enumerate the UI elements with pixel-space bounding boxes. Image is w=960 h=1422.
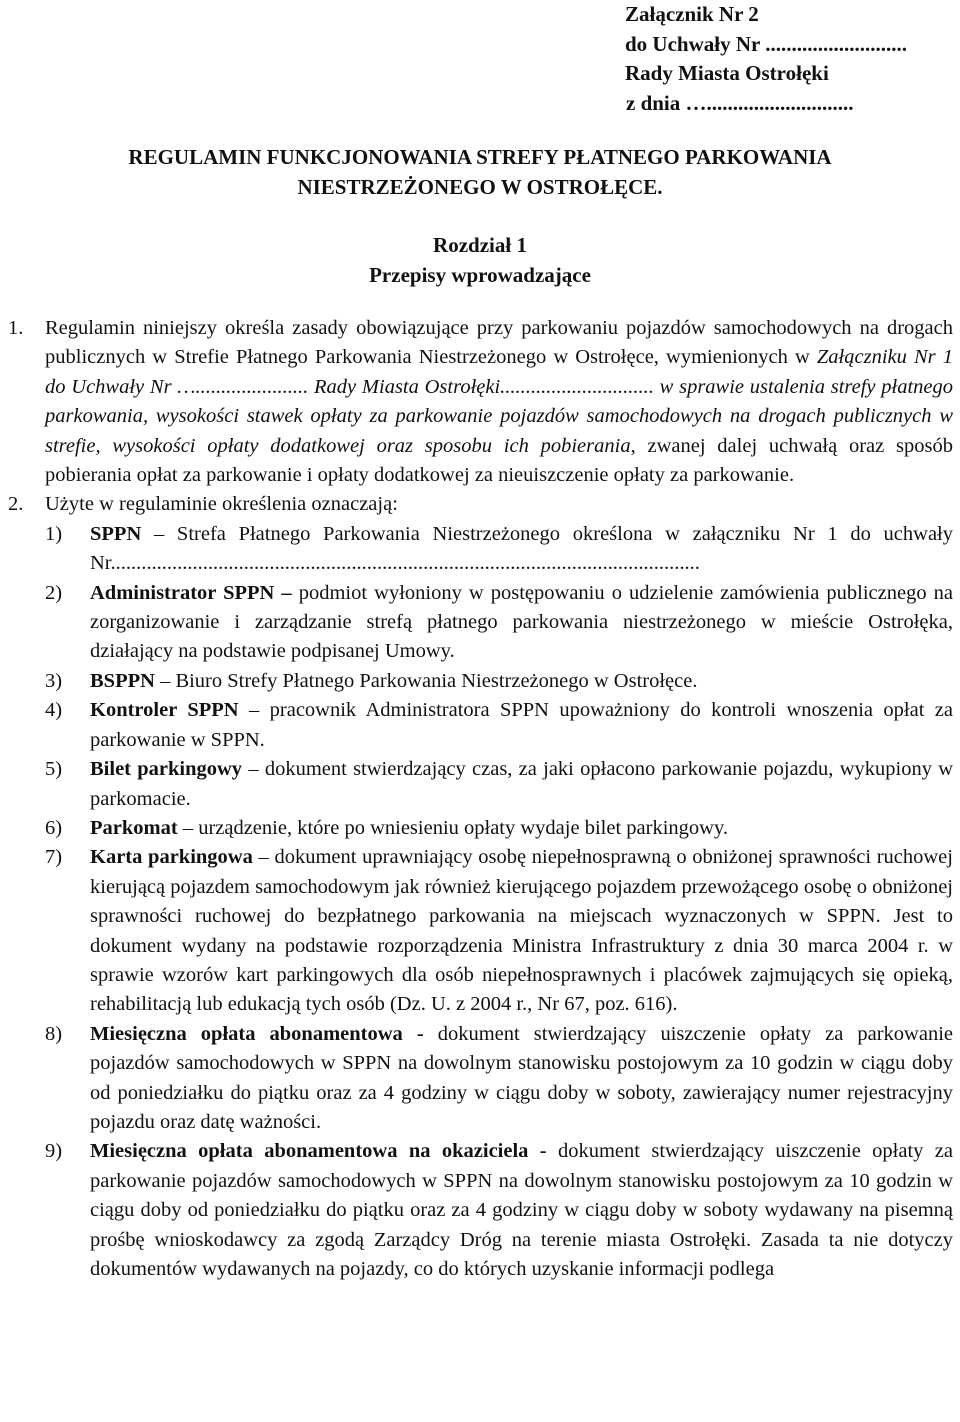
title-line: REGULAMIN FUNKCJONOWANIA STREFY PŁATNEGO PARKOWANIA: [128, 145, 832, 169]
list-item: [8, 579, 953, 667]
document-body: [8, 314, 953, 1284]
item-number: 2): [45, 581, 63, 604]
section-number: 2.: [8, 493, 24, 516]
item-number: 8): [45, 1022, 63, 1045]
section-text: , zwanej dalej uchwałą oraz sposób pobierania opłat za parkowanie i opłaty dodatkowej za nieuiszczenie opłaty za parkowanie.: [45, 434, 953, 487]
section-2: [8, 490, 953, 519]
item-text: – dokument stwierdzający czas, za jaki opłacono parkowanie pojazdu, wykupiony w parkomacie.: [90, 758, 954, 810]
item-term: Miesięczna opłata abonamentowa na okaziciela -: [90, 1140, 547, 1163]
attachment-header: [625, 0, 907, 118]
list-item: [8, 755, 953, 814]
chapter-name: Przepisy wprowadzające: [369, 262, 591, 287]
list-item: [8, 520, 953, 579]
item-number: 4): [45, 699, 63, 722]
section-intro: Użyte w regulaminie określenia oznaczają:: [45, 493, 398, 516]
attachment-line: do Uchwały Nr ...........................: [625, 31, 907, 56]
item-text: – Strefa Płatnego Parkowania Niestrzeżonego określona w załączniku Nr 1 do uchwały Nr...................................................................................................................: [90, 522, 953, 575]
item-term: Karta parkingowa: [90, 846, 253, 869]
item-term: BSPPN: [90, 669, 155, 692]
item-number: 1): [45, 522, 63, 545]
list-item: [8, 1020, 953, 1138]
item-term: Parkomat: [90, 816, 178, 839]
attachment-line: Rady Miasta Ostrołęki: [625, 61, 829, 85]
item-term: Kontroler SPPN: [90, 699, 239, 722]
item-term: Miesięczna opłata abonamentowa -: [90, 1022, 424, 1045]
section-italic-text: Załączniku Nr 1 do Uchwały Nr …...................... Rady Miasta Ostrołęki.............................. w sprawie ustalenia strefy płatnego parkowania, wysokości stawek opłaty za parkowanie pojazdów samochodowych na drogach publicznych w strefie, wysokości opłaty dodatkowej oraz sposobu ich pobierania: [45, 346, 954, 457]
list-item: [8, 814, 953, 843]
item-term: Administrator SPPN –: [90, 581, 292, 604]
section-number: 1.: [8, 317, 24, 339]
chapter-heading: [0, 231, 960, 290]
list-item: [8, 696, 953, 755]
section-text: Regulamin niniejszy określa zasady obowiązujące przy parkowaniu pojazdów samochodowych na drogach publicznych w Strefie Płatnego Parkowania Niestrzeżonego w Ostrołęce, wymienionych w: [45, 317, 953, 369]
item-number: 7): [45, 846, 63, 869]
item-text: – urządzenie, które po wniesieniu opłaty wydaje bilet parkingowy.: [177, 816, 728, 839]
list-item: [8, 1137, 953, 1284]
item-number: 5): [45, 758, 63, 781]
item-text: – dokument uprawniający osobę niepełnosprawną o obniżonej sprawności ruchowej kierującą pojazdem samochodowym jak również kierującego pojazdem przewożącego osobę o obniżonej sprawności ruchowej do bezpłatnego parkowania na miejscach wyznaczonych w SPPN. Jest to dokument wydany na podstawie rozporządzenia Ministra Infrastruktury z dnia 30 marca 2004 r. w sprawie wzorów kart parkingowych dla osób niepełnosprawnych i placówek zajmujących się opieką, rehabilitacją lub edukacją tych osób (Dz. U. z 2004 r., Nr 67, poz. 616).: [90, 846, 953, 1016]
list-item: [8, 843, 953, 1019]
item-term: SPPN: [90, 522, 142, 545]
definitions-list: [8, 520, 953, 1285]
item-text: – pracownik Administratora SPPN upoważniony do kontroli wnoszenia opłat za parkowanie w SPPN.: [90, 699, 953, 751]
item-number: 6): [45, 816, 63, 839]
item-text: podmiot wyłoniony w postępowaniu o udzielenie zamówienia publicznego na zorganizowanie i zarządzanie strefą płatnego parkowania niestrzeżonego w mieście Ostrołęka, działający na podstawie podpisanej Umowy.: [90, 581, 953, 663]
section-1: [8, 314, 953, 490]
attachment-line: z dnia …............................: [626, 90, 854, 115]
title-line: NIESTRZEŻONEGO W OSTROŁĘCE.: [297, 174, 663, 199]
attachment-line: Załącznik Nr 2: [625, 2, 759, 26]
item-number: 9): [45, 1140, 63, 1163]
item-text: dokument stwierdzający uiszczenie opłaty za parkowanie pojazdów samochodowych w SPPN na dowolnym stanowisku postojowym za 10 godzin w ciągu doby od poniedziałku do piątku oraz za 4 godziny w ciągu doby w soboty, zawierający numer rejestracyjny pojazdu oraz datę ważności.: [90, 1022, 954, 1133]
item-text: dokument stwierdzający uiszczenie opłaty za parkowanie pojazdów samochodowych w SPPN na dowolnym stanowisku postojowym za 10 godzin w ciągu doby od poniedziałku do piątku oraz za 4 godziny w ciągu doby w soboty wydawany na pisemną prośbę wnioskodawcy za zgodą Zarządcy Dróg na terenie miasta Ostrołęki. Zasada ta nie dotyczy dokumentów wydawanych na pojazdy, co do których uzyskanie informacji podlega: [90, 1140, 953, 1280]
item-number: 3): [45, 669, 63, 692]
document-title: [0, 143, 960, 202]
chapter-label: Rozdział 1: [433, 233, 527, 257]
item-term: Bilet parkingowy: [90, 758, 243, 781]
item-text: – Biuro Strefy Płatnego Parkowania Niestrzeżonego w Ostrołęce.: [154, 669, 698, 692]
list-item: [8, 667, 953, 696]
